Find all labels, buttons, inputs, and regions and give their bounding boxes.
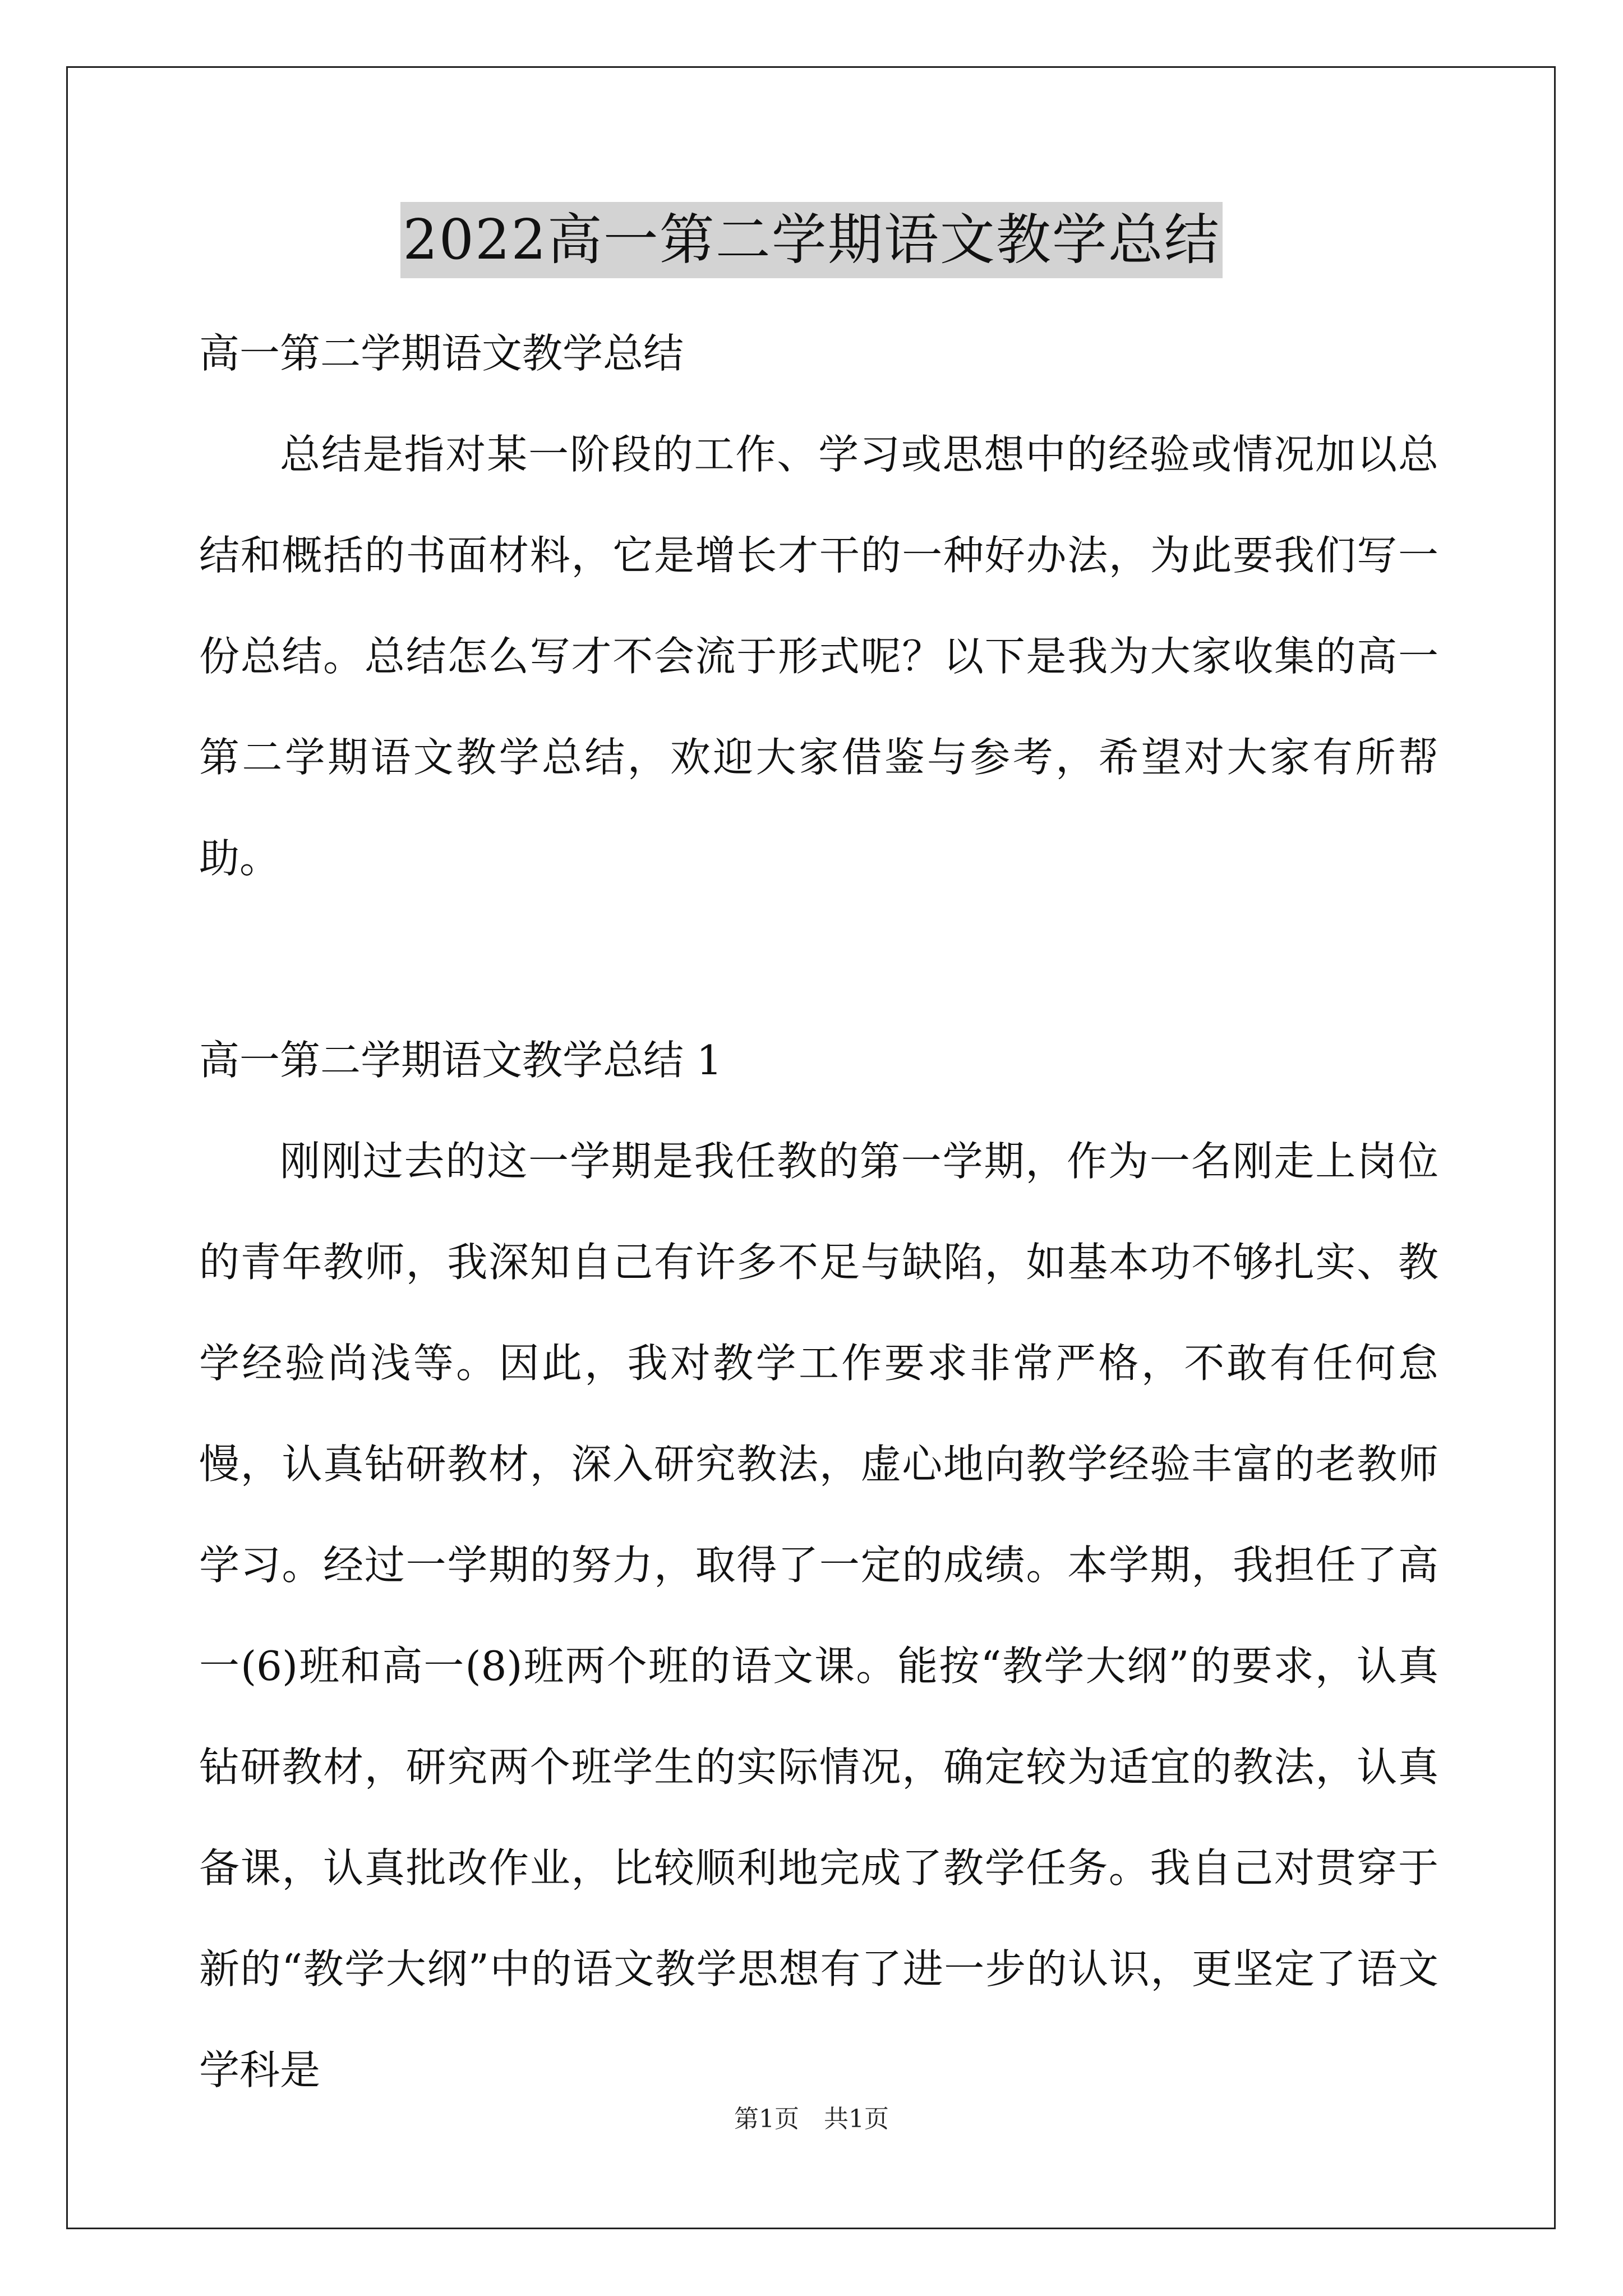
title-container: [0, 202, 1623, 278]
section1-heading: 高一第二学期语文教学总结 1: [199, 1037, 722, 1084]
section1-paragraph: 刚刚过去的这一学期是我任教的第一学期，作为一名刚走上岗位的青年教师，我深知自己有许多不足与缺陷，如基本功不够扎实、教学经验尚浅等。因此，我对教学工作要求非常严格，不敢有任何怠慢，认真钻研教材，深入研究教法，虚心地向教学经验丰富的老教师学习。经过一学期的努力，取得了一定的成绩。本学期，我担任了高一(6)班和高一(8)班两个班的语文课。能按“教学大纲”的要求，认真钻研教材，研究两个班学生的实际情况，确定较为适宜的教法，认真备课，认真批改作业，比较顺利地完成了教学任务。我自己对贯穿于新的“教学大纲”中的语文教学思想有了进一步的认识，更坚定了语文学科是: [199, 1138, 1438, 2093]
document-body: [199, 303, 1438, 2120]
page-number-total: 共1页: [824, 2105, 889, 2133]
document-title: 2022高一第二学期语文教学总结: [400, 202, 1222, 278]
section-spacer: [199, 909, 1438, 1010]
intro-heading: 高一第二学期语文教学总结: [199, 330, 684, 377]
page-number-current: 第1页: [734, 2105, 799, 2133]
intro-paragraph: 总结是指对某一阶段的工作、学习或思想中的经验或情况加以总结和概括的书面材料，它是增长才干的一种好办法，为此要我们写一份总结。总结怎么写才不会流于形式呢？以下是我为大家收集的高一第二学期语文教学总结，欢迎大家借鉴与参考，希望对大家有所帮助。: [199, 431, 1438, 882]
page-footer: [0, 2102, 1623, 2136]
